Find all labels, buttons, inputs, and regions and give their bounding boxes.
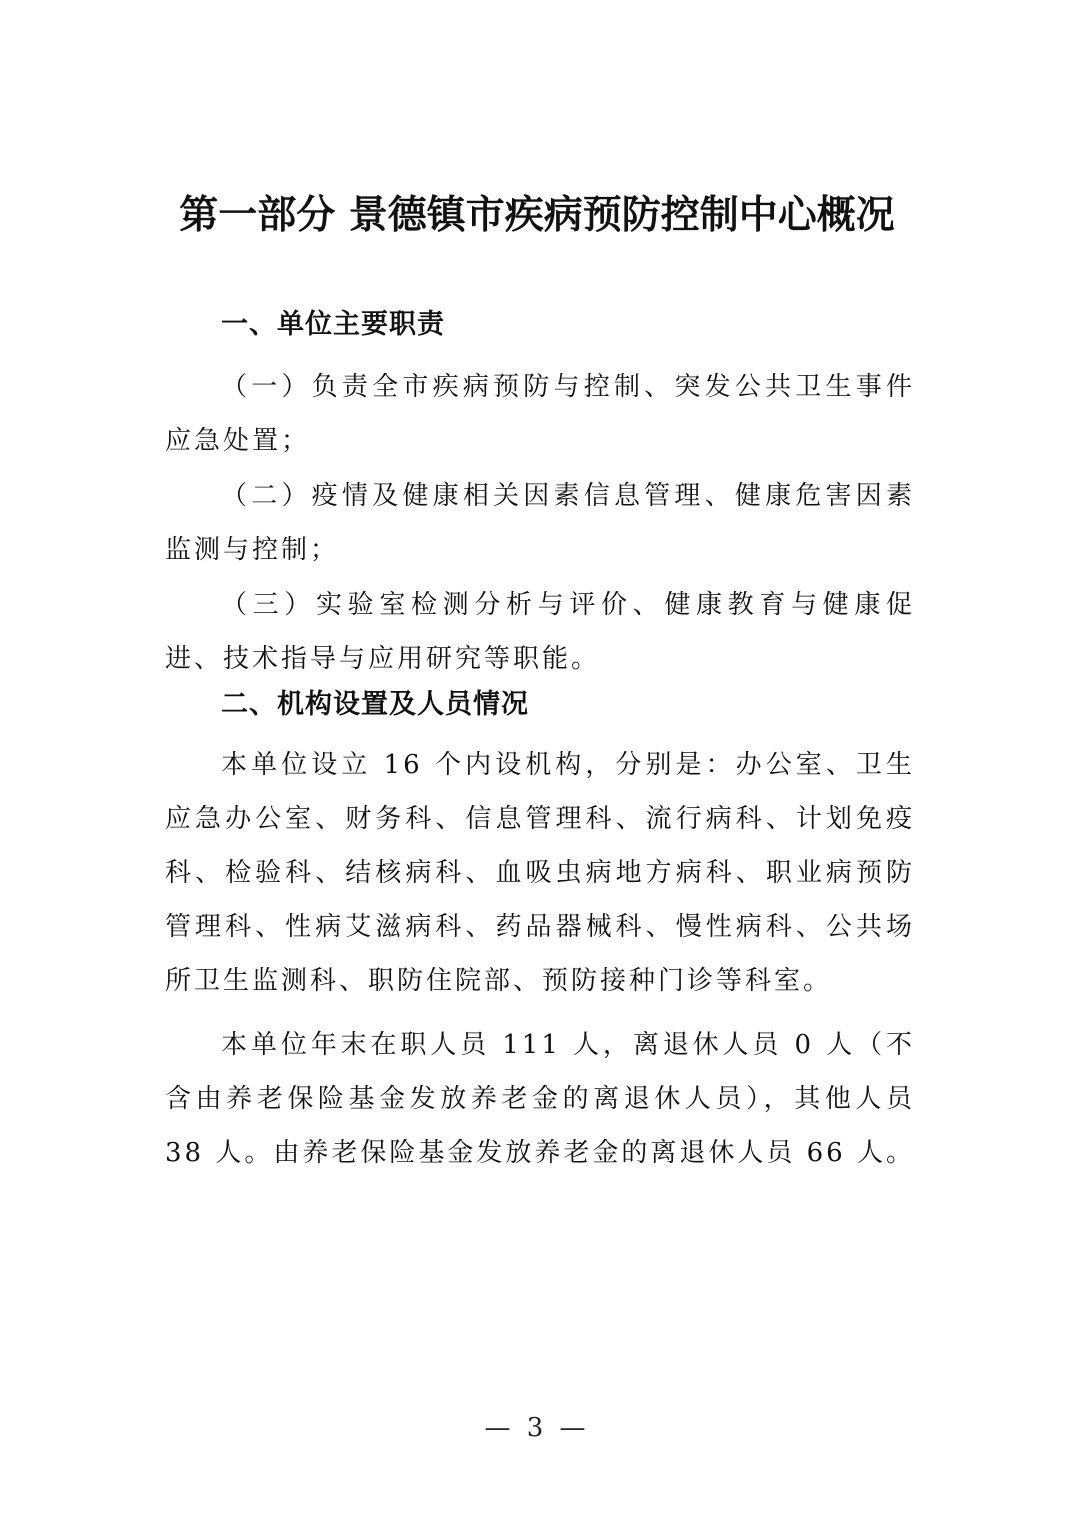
section-heading-duties: 一、单位主要职责 (221, 309, 445, 340)
duty-paragraph-1: （一）负责全市疾病预防与控制、突发公共卫生事件应急处置； (165, 372, 915, 456)
duty-paragraph-3: （三）实验室检测分析与评价、健康教育与健康促进、技术指导与应用研究等职能。 (165, 590, 915, 674)
staff-paragraph: 本单位年末在职人员 111 人，离退休人员 0 人（不含由养老保险基金发放养老金的离退休人员），其他人员 38 人。由养老保险基金发放养老金的离退休人员 66 人。 (165, 1030, 915, 1168)
organization-paragraph: 本单位设立 16 个内设机构，分别是：办公室、卫生应急办公室、财务科、信息管理科、流行病科、计划免疫科、检验科、结核病科、血吸虫病地方病科、职业病预防管理科、性病艾滋病科、药品器械科、慢性病科、公共场所卫生监测科、职防住院部、预防接种门诊等科室。 (165, 750, 915, 996)
page-title: 第一部分 景德镇市疾病预防控制中心概况 (179, 193, 895, 238)
duty-paragraph-2: （二）疫情及健康相关因素信息管理、健康危害因素监测与控制； (165, 481, 915, 565)
page-number: — 3 — (484, 1413, 590, 1443)
section-heading-organization: 二、机构设置及人员情况 (221, 689, 529, 720)
